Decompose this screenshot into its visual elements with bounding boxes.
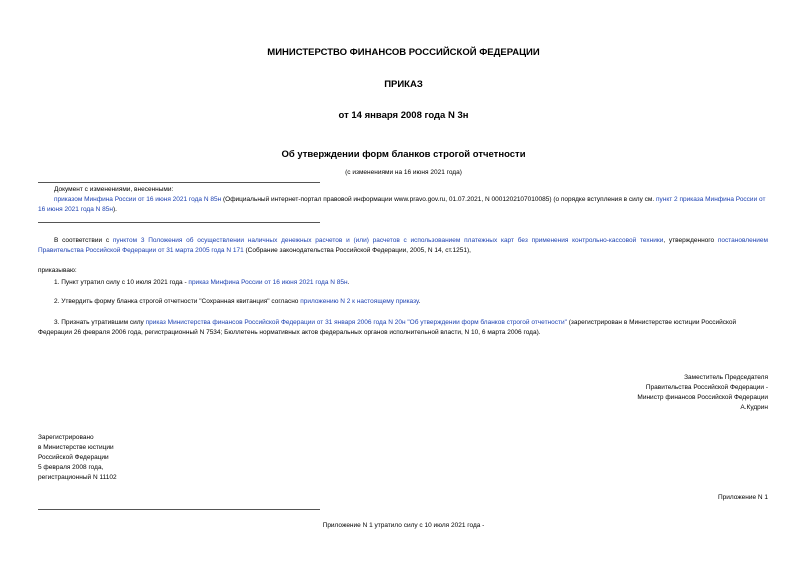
link-regulation-item3[interactable]: пунктом 3 Положения об осуществлении наличных денежных расчетов и (или) расчетов с использованием платежных карт без применения контрольно-кассовой техники [112,237,664,244]
preamble-text-1: В соответствии с [54,237,113,244]
item-2 [38,297,768,307]
changes-block [38,185,768,215]
item-1-end: . [347,279,350,286]
changes-text-2: ). [112,206,117,213]
item-1-text: 1. Пункт утратил силу с 10 июля 2021 года - [54,279,189,286]
changes-text-1: (Официальный интернет-портал правовой информации www.pravo.gov.ru, 01.07.2021, N 0001202107010085) (о порядке вступления в силу см. [221,196,656,203]
preamble-text-2: , утвержденного [663,237,718,244]
registration-line-2: в Министерстве юстиции [38,444,114,451]
document-title: Об утверждении форм бланков строгой отчетности [281,149,526,160]
registration-line-5: регистрационный N 11102 [38,474,117,481]
annex-label: Приложение N 1 [717,494,768,501]
link-item1-order-85n[interactable]: приказ Минфина России от 16 июня 2021 года N 85н [188,279,348,286]
edition-note: (с изменениями на 16 июня 2021 года) [345,169,462,176]
link-order-85n[interactable]: приказом Минфина России от 16 июня 2021 года N 85н [54,196,222,203]
signature-name: А.Кудрин [740,404,768,411]
item-2-text: 2. Утвердить форму бланка строгой отчетности "Сохранная квитанция" согласно [54,298,301,305]
link-order-85n-item2[interactable]: пункт 2 приказа Минфина России от 16 июня 2021 года N 85н [38,196,766,213]
item-3-text: 3. Признать утратившим силу [54,319,146,326]
changes-intro: Документ с изменениями, внесенными: [54,186,174,193]
preamble-paragraph [38,236,768,256]
preamble-text-3: (Собрание законодательства Российской Федерации, 2005, N 14, ст.1251), [243,247,471,254]
registration-block [38,433,117,483]
link-annex-2[interactable]: приложению N 2 к настоящему приказу [300,298,419,305]
registration-line-4: 5 февраля 2008 года, [38,464,104,471]
divider-bottom [38,222,320,223]
document-type: ПРИКАЗ [384,79,423,90]
registration-line-3: Российской Федерации [38,454,109,461]
changes-text [38,195,768,215]
signature-line-3: Министр финансов Российской Федерации [637,394,768,401]
document-date-number: от 14 января 2008 года N 3н [338,110,469,121]
signature-line-2: Правительства Российской Федерации - [645,384,768,391]
ministry-heading: МИНИСТЕРСТВО ФИНАНСОВ РОССИЙСКОЙ ФЕДЕРАЦИИ [267,47,540,58]
link-government-decree-171[interactable]: постановлением Правительства Российской Федерации от 31 марта 2005 года N 171 [38,237,768,254]
divider-annex [38,509,320,510]
item-3-end: (зарегистрирован в Министерстве юстиции Российской Федерации 26 февраля 2006 года, регистрационный N 7534; Бюллетень нормативных актов федеральных органов исполнительной власти, N 10, 6 марта 2006 года). [38,319,737,336]
link-order-20n[interactable]: приказ Министерства финансов Российской Федерации от 31 января 2006 года N 20н "Об утверждении форм бланков строгой отчетности" [145,319,567,326]
item-3 [38,318,768,338]
item-1 [38,278,768,288]
signature-block [637,373,768,413]
item-2-end: . [418,298,421,305]
signature-line-1: Заместитель Председателя [684,374,768,381]
divider-top [38,182,320,183]
order-word: приказываю: [38,267,77,274]
registration-line-1: Зарегистрировано [38,434,94,441]
annex-repealed-note: Приложение N 1 утратило силу с 10 июля 2021 года - [322,522,485,529]
